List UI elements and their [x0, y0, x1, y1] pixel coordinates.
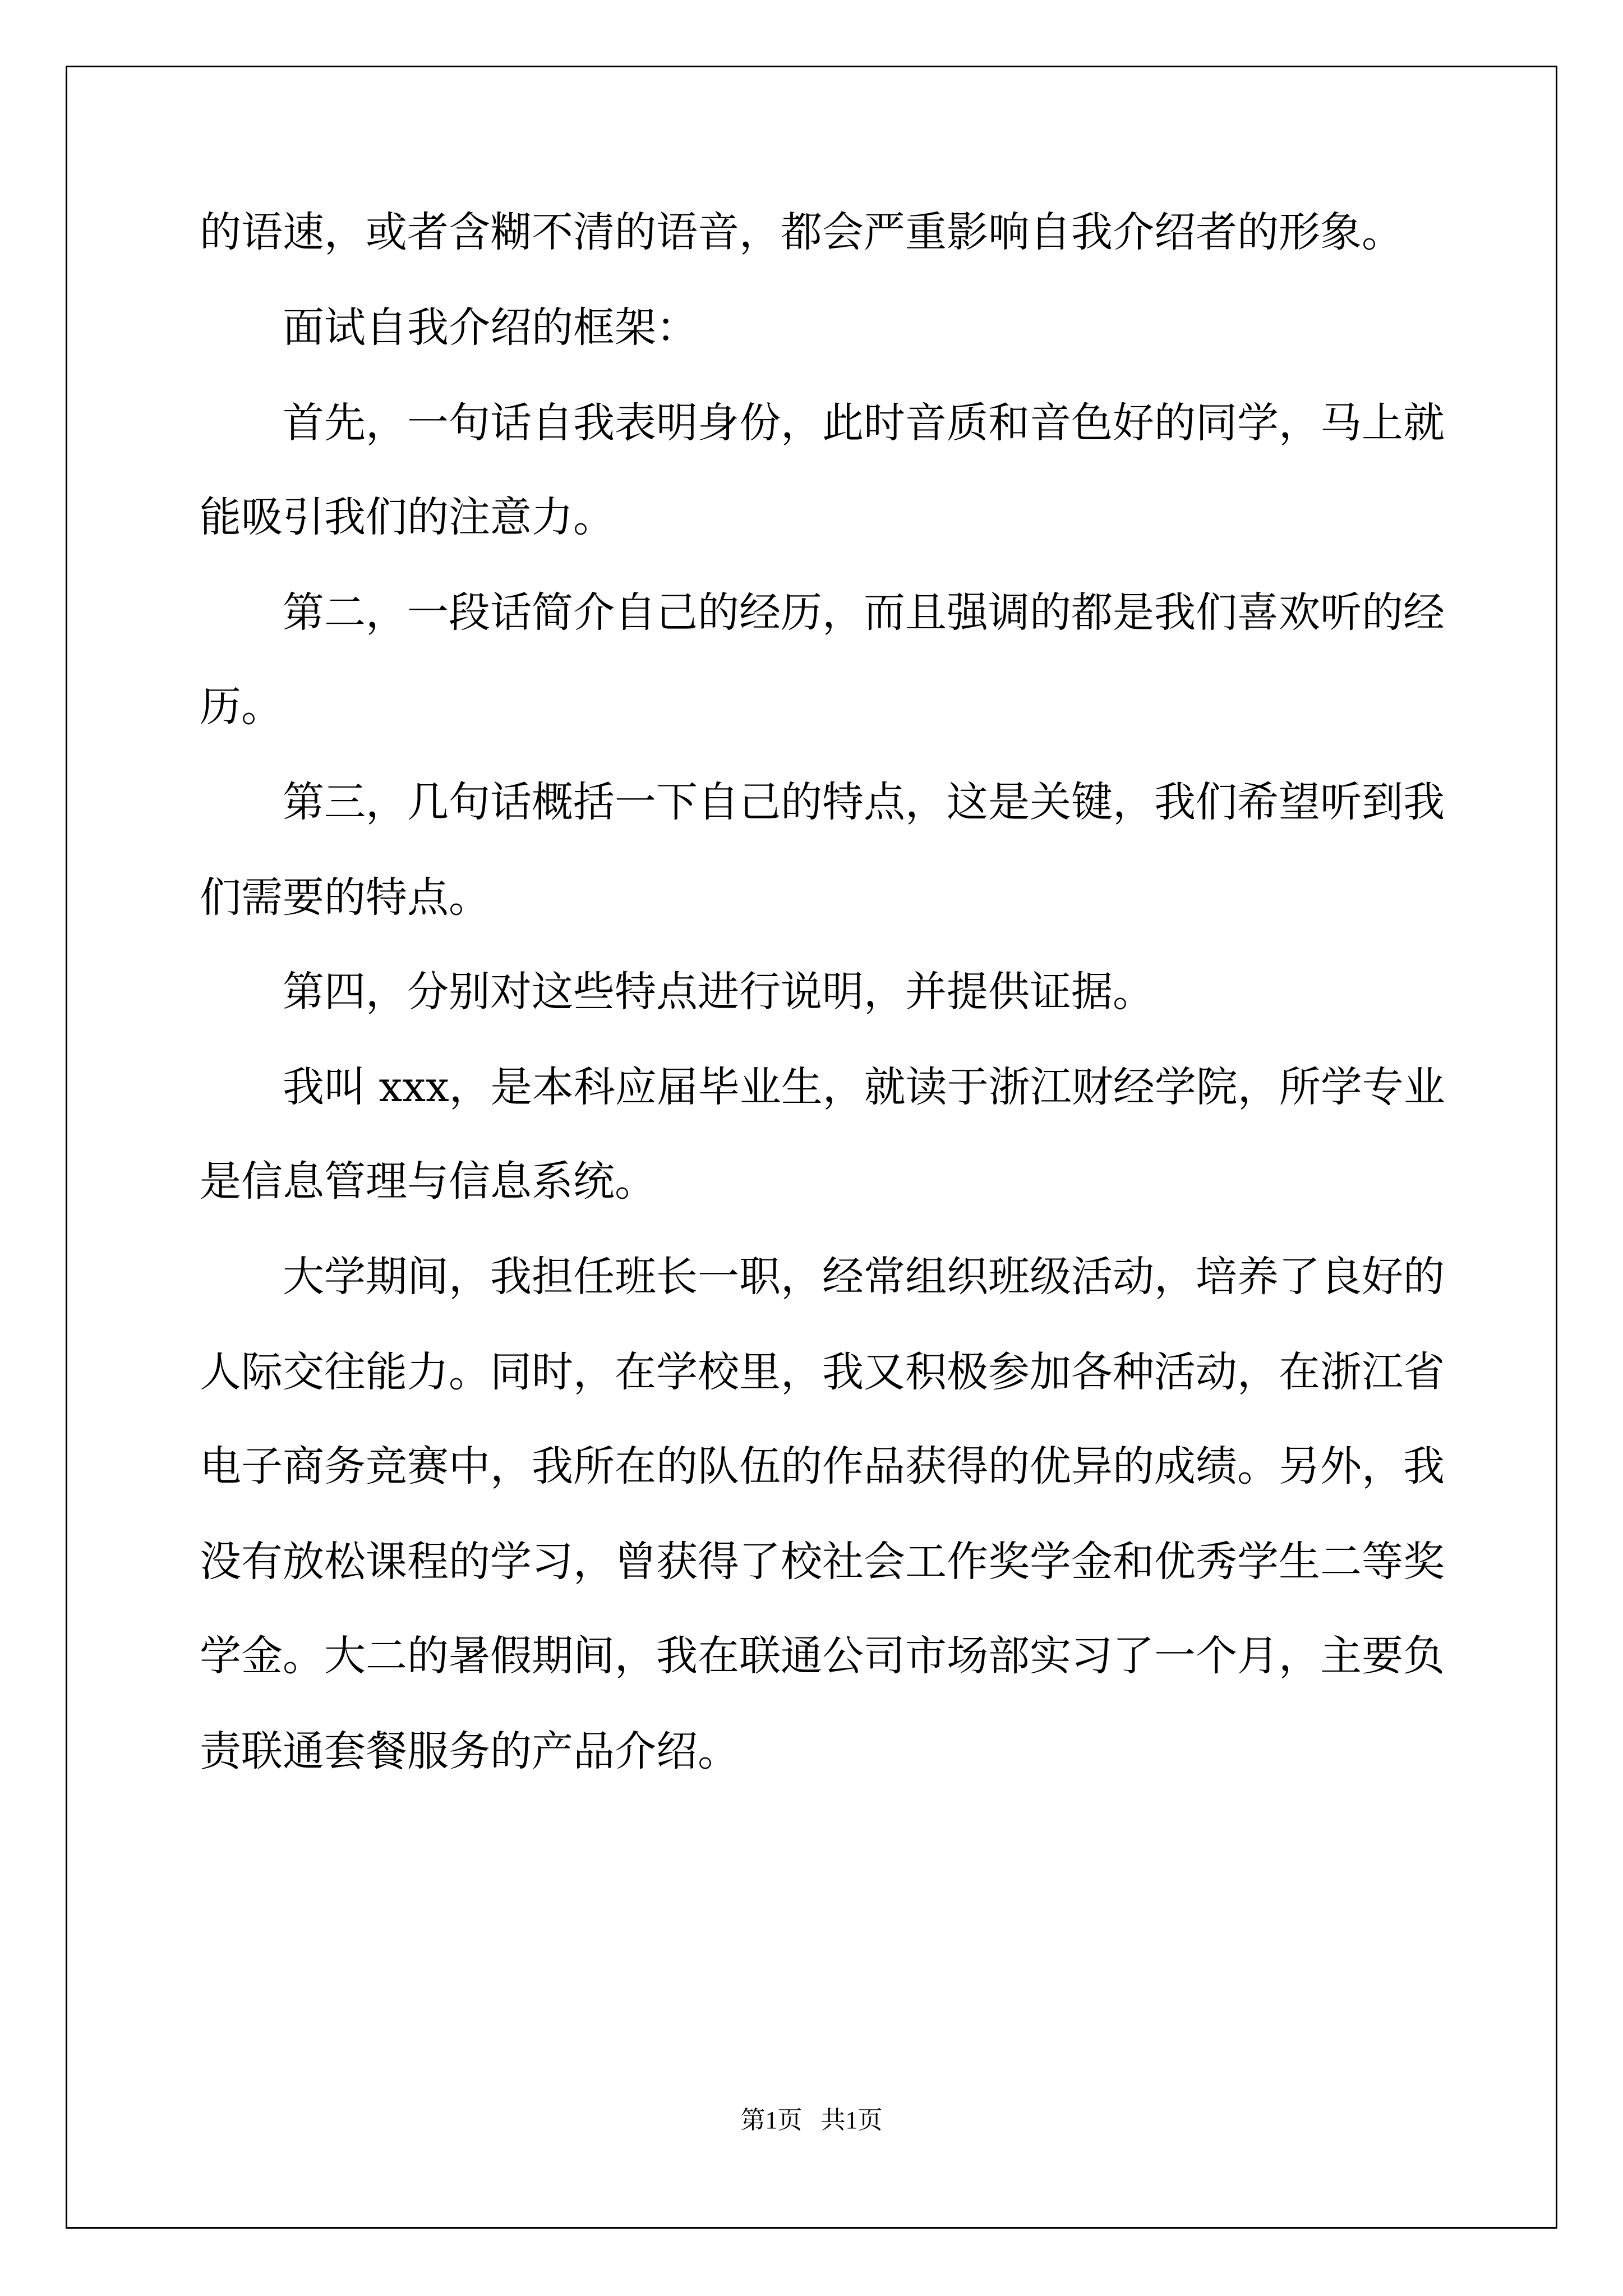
text-line: 们需要的特点。: [200, 873, 490, 922]
page-footer: 第1页 共1页: [740, 2106, 883, 2134]
text-line: 电子商务竞赛中，我所在的队伍的作品获得的优异的成绩。另外，我: [200, 1442, 1445, 1490]
text-line: 的语速，或者含糊不清的语音，都会严重影响自我介绍者的形象。: [200, 208, 1403, 256]
text-line: 大学期间，我担任班长一职，经常组织班级活动，培养了良好的: [283, 1253, 1445, 1301]
text-line: 我叫 xxx，是本科应届毕业生，就读于浙江财经学院，所学专业: [283, 1063, 1445, 1111]
text-line: 首先，一句话自我表明身份，此时音质和音色好的同学，马上就: [283, 399, 1445, 447]
text-line: 第三，几句话概括一下自己的特点，这是关键，我们希望听到我: [283, 778, 1445, 826]
page-border: [66, 66, 1557, 2229]
text-line: 面试自我介绍的框架：: [283, 303, 698, 352]
text-line: 能吸引我们的注意力。: [200, 493, 615, 541]
text-line: 历。: [200, 683, 283, 731]
text-line: 是信息管理与信息系统。: [200, 1157, 656, 1205]
text-line: 第四，分别对这些特点进行说明，并提供证据。: [283, 968, 1154, 1016]
text-line: 责联通套餐服务的产品介绍。: [200, 1727, 739, 1775]
text-line: 没有放松课程的学习，曾获得了校社会工作奖学金和优秀学生二等奖: [200, 1538, 1445, 1586]
text-line: 人际交往能力。同时，在学校里，我又积极参加各种活动，在浙江省: [200, 1348, 1445, 1396]
text-line: 第二，一段话简介自己的经历，而且强调的都是我们喜欢听的经: [283, 588, 1445, 637]
text-line: 学金。大二的暑假期间，我在联通公司市场部实习了一个月，主要负: [200, 1632, 1445, 1680]
